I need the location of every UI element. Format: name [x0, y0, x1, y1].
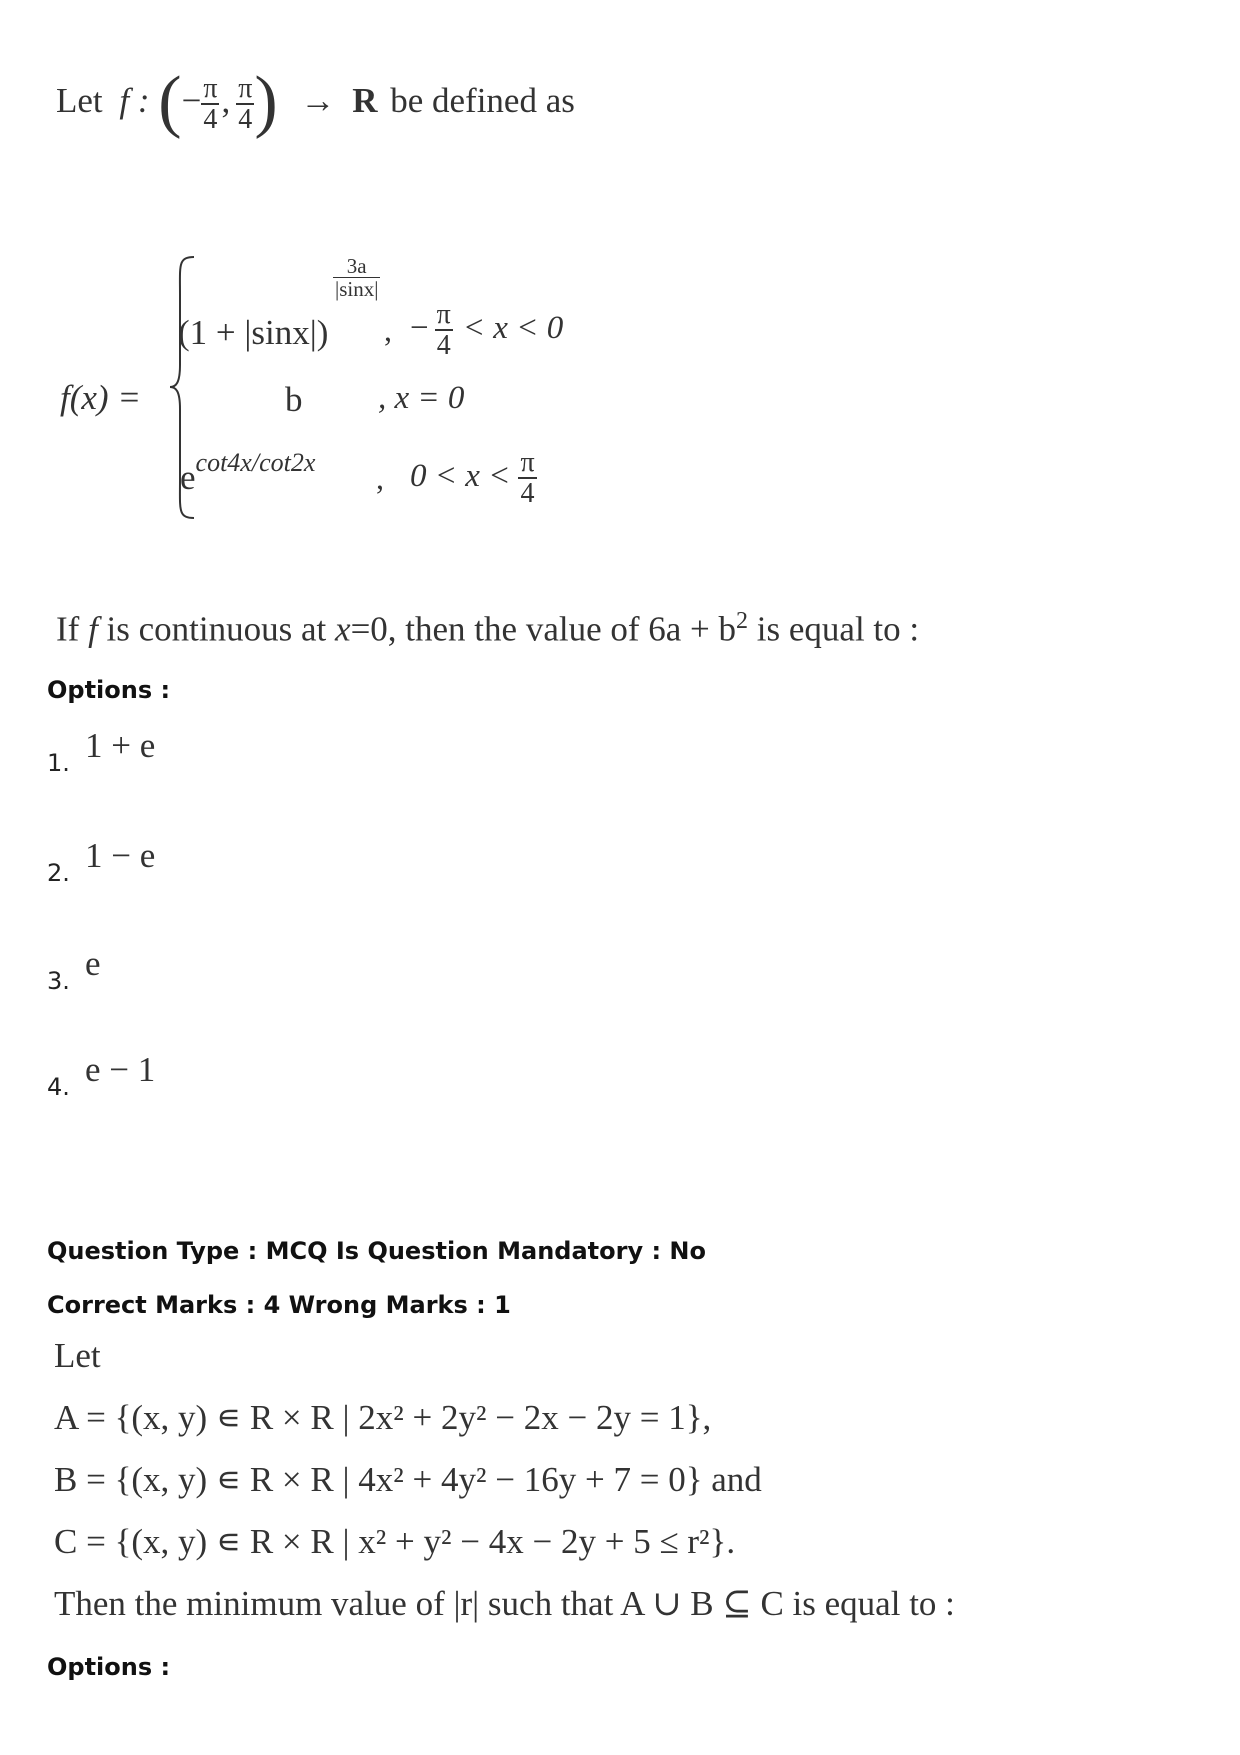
q1-options-label: Options : — [47, 676, 171, 704]
q1-intro: Let f : (− $\frac{\pi}{4}$ , $\frac{\pi}{4}$ ) → R be defined as — [56, 63, 575, 140]
q1-stem: If f is continuous at x=0, then the value of $6a + b^2$ is equal to : — [56, 608, 920, 649]
q1-piecewise-lhs: f(x) = — [60, 378, 141, 417]
q2-options-label: Options : — [47, 1653, 171, 1681]
option-4[interactable]: 4. e − 1 — [47, 1050, 156, 1101]
option-2[interactable]: 2. 1 − e — [47, 836, 156, 887]
q2-set-b: B = {(x, y) ∊ R × R | 4x² + 4y² − 16y + 7 = 0} and — [54, 1460, 762, 1499]
q1-minus: − — [181, 81, 202, 120]
q1-case1-exponent: $\frac{3a}{|\sin x|}$ — [335, 254, 379, 302]
option-4-value: e − 1 — [85, 1050, 156, 1089]
q1-case3-condition: 0 < x < $\frac{\pi}{4}$ — [410, 447, 535, 510]
option-1[interactable]: 1. 1 + e — [47, 726, 156, 777]
q1-R: R — [352, 81, 378, 120]
q1-case1-condition: − $\frac{\pi}{4}$ < x < 0 — [410, 299, 564, 362]
q1-case2-value: b — [285, 380, 303, 419]
q1-f-colon: f : — [119, 81, 150, 120]
q1-case1-comma: , — [384, 312, 392, 348]
q1-intro-tail: be defined as — [390, 81, 575, 120]
option-1-value: 1 + e — [85, 726, 156, 765]
q1-let: Let — [56, 81, 103, 120]
question-type-line: Question Type : MCQ Is Question Mandatory : No — [47, 1237, 706, 1265]
q1-case3-comma: , — [376, 460, 384, 496]
q1-case3-expression: $e^{cot4x/cot2x}$ — [180, 448, 316, 497]
marks-line: Correct Marks : 4 Wrong Marks : 1 — [47, 1291, 511, 1319]
q2-stem: Then the minimum value of |r| such that A ∪ B ⊆ C is equal to : — [54, 1584, 955, 1623]
option-2-value: 1 − e — [85, 836, 156, 875]
q2-let: Let — [54, 1336, 101, 1375]
q1-case2-condition: , x = 0 — [378, 380, 465, 416]
option-3-value: e — [85, 944, 101, 983]
q2-set-a: A = {(x, y) ∊ R × R | 2x² + 2y² − 2x − 2y = 1}, — [54, 1398, 712, 1437]
q1-arrow: → — [300, 81, 336, 120]
q1-case1-base: (1 + |sinx|) — [178, 313, 329, 352]
option-3[interactable]: 3. e — [47, 944, 101, 995]
q2-set-c: C = {(x, y) ∊ R × R | x² + y² − 4x − 2y + 5 ≤ r²}. — [54, 1522, 736, 1561]
